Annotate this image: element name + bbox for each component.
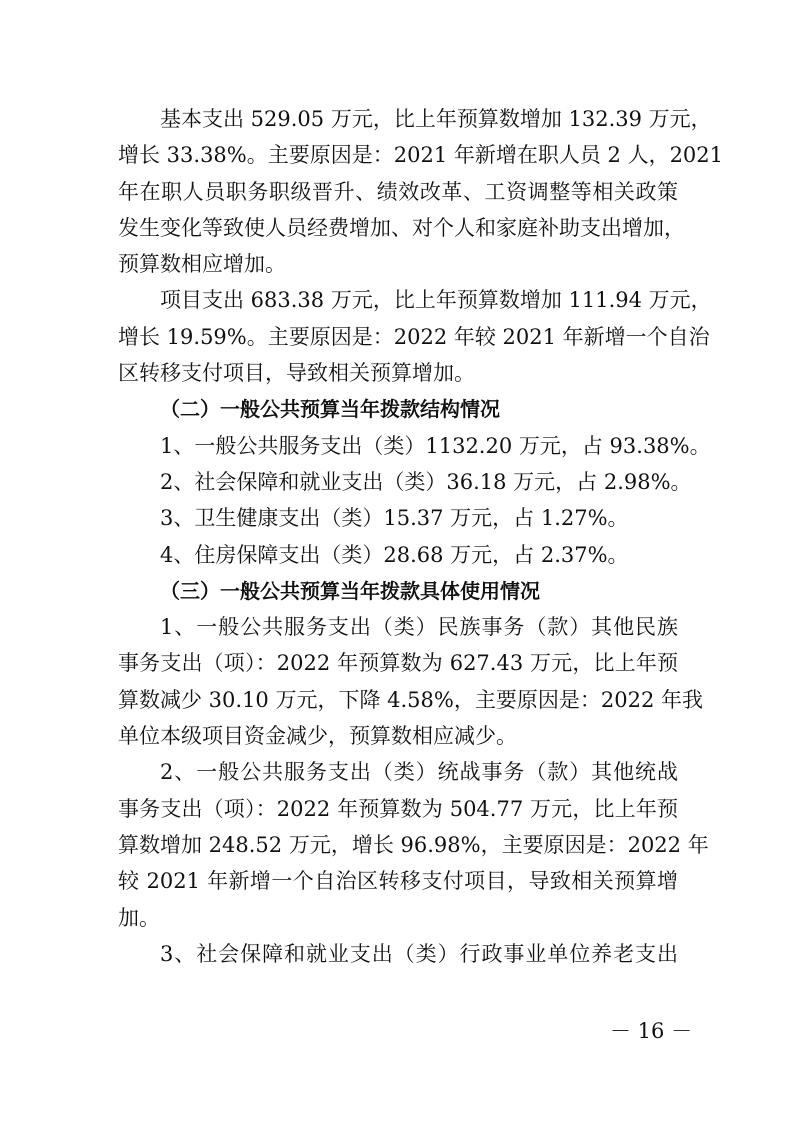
document-body bbox=[118, 101, 724, 972]
text-line: 基本支出 529.05 万元，比上年预算数增加 132.39 万元， bbox=[160, 107, 712, 131]
text-line: 事务支出（项）：2022 年预算数为 627.43 万元，比上年预 bbox=[118, 651, 678, 676]
text-line: 项目支出 683.38 万元，比上年预算数增加 111.94 万元， bbox=[160, 288, 712, 313]
text-line: 预算数相应增加。 bbox=[118, 252, 286, 277]
list-item: 4、住房保障支出（类）28.68 万元，占 2.37%。 bbox=[160, 542, 629, 567]
text-line: 算数增加 248.52 万元，增长 96.98%，主要原因是：2022 年 bbox=[118, 832, 709, 857]
text-line: 加。 bbox=[118, 905, 160, 930]
list-item: 2、社会保障和就业支出（类）36.18 万元，占 2.98%。 bbox=[160, 469, 692, 494]
text-line: 3、社会保障和就业支出（类）行政事业单位养老支出 bbox=[160, 941, 678, 966]
text-line: 增长 19.59%。主要原因是：2022 年较 2021 年新增一个自治 bbox=[118, 324, 710, 349]
text-line: 区转移支付项目，导致相关预算增加。 bbox=[118, 361, 475, 386]
list-item: 1、一般公共服务支出（类）1132.20 万元，占 93.38%。 bbox=[160, 433, 711, 458]
text-line: 1、一般公共服务支出（类）民族事务（款）其他民族 bbox=[160, 615, 678, 640]
text-line: 增长 33.38%。主要原因是：2021 年新增在职人员 2 人，2021 bbox=[118, 143, 724, 168]
text-line: 发生变化等致使人员经费增加、对个人和家庭补助支出增加， bbox=[118, 215, 685, 240]
text-line: 2、一般公共服务支出（类）统战事务（款）其他统战 bbox=[160, 760, 678, 785]
list-item: 3、卫生健康支出（类）15.37 万元，占 1.27%。 bbox=[160, 506, 629, 531]
page-number: － 16 － bbox=[610, 1019, 693, 1043]
section-heading: （三）一般公共预算当年拨款具体使用情况 bbox=[160, 578, 540, 603]
text-line: 事务支出（项）：2022 年预算数为 504.77 万元，比上年预 bbox=[118, 796, 678, 821]
text-line: 年在职人员职务职级晋升、绩效改革、工资调整等相关政策 bbox=[118, 179, 678, 204]
section-heading: （二）一般公共预算当年拨款结构情况 bbox=[160, 397, 500, 422]
text-line: 算数减少 30.10 万元，下降 4.58%，主要原因是：2022 年我 bbox=[118, 687, 703, 712]
text-line: 单位本级项目资金减少，预算数相应减少。 bbox=[118, 724, 517, 749]
text-line: 较 2021 年新增一个自治区转移支付项目，导致相关预算增 bbox=[118, 869, 678, 894]
